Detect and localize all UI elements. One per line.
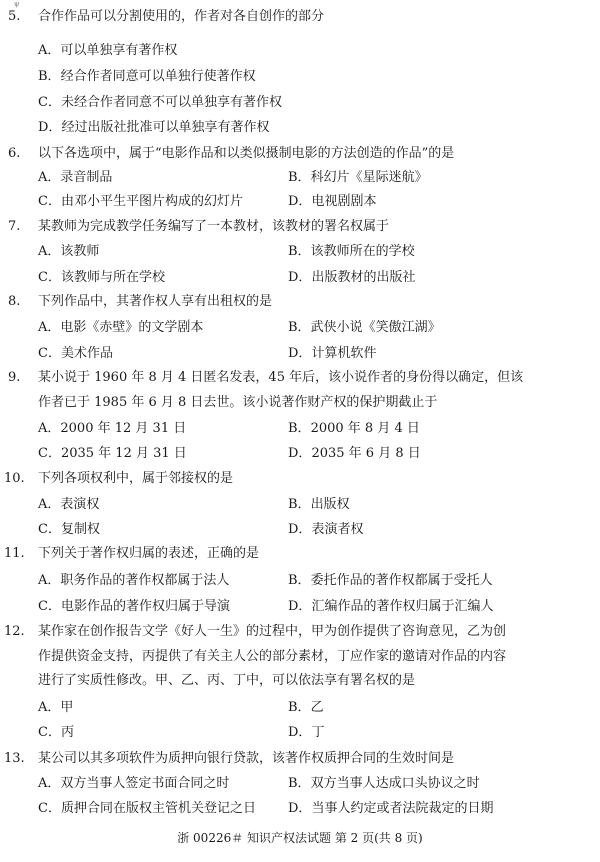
answer-option: [38, 497, 99, 513]
answer-option: [38, 522, 100, 538]
question-stem: 某教师为完成教学任务编写了一本教材，该教材的署名权属于: [38, 219, 390, 234]
option-text: 表演者权: [311, 522, 364, 537]
option-label: D．: [288, 801, 312, 816]
option-text: 美术作品: [60, 346, 113, 361]
answer-option: [288, 270, 415, 286]
option-label: A．: [38, 43, 61, 58]
option-text: 武侠小说《笑傲江湖》: [310, 320, 441, 335]
option-label: C．: [38, 446, 61, 461]
option-label: C．: [38, 346, 61, 361]
option-text: 丁: [311, 725, 325, 740]
option-text: 经过出版社批准可以单独享有著作权: [61, 120, 270, 135]
option-label: C．: [38, 194, 61, 209]
answer-option: [288, 725, 324, 741]
answer-option: [38, 346, 113, 362]
option-label: B．: [288, 320, 311, 335]
option-text: 科幻片《星际迷航》: [310, 170, 428, 185]
option-text: 该教师: [60, 244, 100, 259]
option-text: 录音制品: [60, 170, 113, 185]
question-stem: 某公司以其多项软件为质押向银行贷款，该著作权质押合同的生效时间是: [38, 751, 455, 766]
answer-option: [38, 700, 73, 716]
option-text: 质押合同在版权主管机关登记之日: [60, 801, 256, 816]
answer-option: [38, 725, 74, 741]
option-label: B．: [288, 497, 311, 512]
question-stem: 某小说于 1960 年 8 月 4 日匿名发表，45 年后，该小说作者的身份得以确定，但该: [38, 370, 524, 385]
answer-option: [38, 573, 229, 589]
option-label: D．: [288, 725, 312, 740]
answer-option: [38, 270, 165, 286]
answer-option: [38, 320, 203, 336]
option-text: 双方当事人签定书面合同之时: [60, 776, 230, 791]
answer-option: [288, 170, 428, 186]
question-stem: 进行了实质性修改。甲、乙、丙、丁中，可以依法享有署名权的是: [38, 673, 416, 688]
question-stem: 下列各项权利中，属于邻接权的是: [38, 471, 234, 486]
answer-option: [38, 170, 112, 186]
question-stem: 某作家在创作报告文学《好人一生》的过程中，甲为创作提供了咨询意见，乙为创: [38, 624, 507, 639]
question-stem: 下列作品中，其著作权人享有出租权的是: [38, 294, 273, 309]
answer-option: [38, 801, 256, 817]
option-text: 可以单独享有著作权: [60, 43, 178, 58]
answer-option: [288, 446, 421, 462]
option-text: 出版教材的出版社: [311, 270, 416, 285]
question-stem: 作者已于 1985 年 6 月 8 日去世。该小说著作财产权的保护期截止于: [38, 395, 438, 410]
option-label: A．: [38, 776, 61, 791]
option-label: B．: [288, 244, 311, 259]
option-text: 该教师与所在学校: [60, 270, 165, 285]
answer-option: [288, 421, 420, 437]
option-text: 未经合作者同意不可以单独享有著作权: [60, 95, 282, 110]
option-label: B．: [288, 776, 311, 791]
option-label: B．: [38, 69, 61, 84]
answer-option: [288, 801, 493, 817]
answer-option: [288, 573, 493, 589]
option-text: 计算机软件: [311, 346, 377, 361]
option-label: A．: [38, 421, 61, 436]
answer-option: [38, 69, 256, 85]
answer-option: [38, 43, 177, 59]
question-number: 12.: [4, 624, 25, 639]
option-text: 乙: [310, 700, 324, 715]
option-text: 职务作品的著作权都属于法人: [60, 573, 230, 588]
option-text: 经合作者同意可以单独行使著作权: [60, 69, 256, 84]
question-stem: 以下各选项中，属于“电影作品和以类似摄制电影的方法创造的作品”的是: [38, 146, 455, 161]
answer-option: [288, 599, 493, 615]
option-text: 该教师所在的学校: [310, 244, 415, 259]
option-label: A．: [38, 700, 61, 715]
option-label: C．: [38, 270, 61, 285]
option-label: D．: [288, 194, 312, 209]
option-text: 2000 年 12 月 31 日: [60, 421, 187, 436]
option-label: D．: [288, 446, 312, 461]
option-label: D．: [288, 599, 312, 614]
question-number: 10.: [4, 471, 25, 486]
option-label: C．: [38, 522, 61, 537]
option-text: 双方当事人达成口头协议之时: [310, 776, 480, 791]
option-label: B．: [288, 700, 311, 715]
option-text: 电影作品的著作权归属于导演: [60, 599, 230, 614]
option-label: C．: [38, 95, 61, 110]
answer-option: [288, 346, 376, 362]
option-text: 复制权: [60, 522, 100, 537]
option-label: D．: [38, 120, 62, 135]
question-stem: 作提供资金支持，丙提供了有关主人公的部分素材，丁应作家的邀请对作品的内容: [38, 649, 507, 664]
answer-option: [288, 700, 324, 716]
question-number: 13.: [4, 751, 25, 766]
question-number: 5.: [8, 9, 21, 24]
option-label: B．: [288, 573, 311, 588]
option-label: D．: [288, 522, 312, 537]
corner-mark: ψ: [14, 0, 20, 8]
option-label: B．: [288, 170, 311, 185]
answer-option: [288, 497, 350, 513]
answer-option: [288, 776, 480, 792]
answer-option: [288, 244, 415, 260]
option-text: 2035 年 6 月 8 日: [311, 446, 421, 461]
answer-option: [38, 599, 230, 615]
option-label: D．: [288, 270, 312, 285]
answer-option: [38, 421, 186, 437]
answer-option: [38, 194, 243, 210]
option-label: A．: [38, 244, 61, 259]
question-number: 9.: [8, 370, 21, 385]
answer-option: [288, 522, 363, 538]
answer-option: [288, 194, 376, 210]
option-label: A．: [38, 170, 61, 185]
option-text: 由邓小平生平图片构成的幻灯片: [60, 194, 243, 209]
option-label: A．: [38, 573, 61, 588]
option-text: 2035 年 12 月 31 日: [60, 446, 187, 461]
option-text: 电影《赤壁》的文学剧本: [60, 320, 204, 335]
option-text: 甲: [60, 700, 74, 715]
option-text: 表演权: [60, 497, 100, 512]
question-stem: 合作作品可以分割使用的，作者对各自创作的部分: [38, 9, 325, 24]
option-text: 2000 年 8 月 4 日: [310, 421, 420, 436]
option-label: B．: [288, 421, 311, 436]
answer-option: [288, 320, 441, 336]
answer-option: [38, 95, 282, 111]
option-label: D．: [288, 346, 312, 361]
question-number: 7.: [8, 219, 21, 234]
question-number: 8.: [8, 294, 21, 309]
answer-option: [38, 244, 99, 260]
question-number: 6.: [8, 146, 21, 161]
option-label: C．: [38, 725, 61, 740]
option-text: 丙: [60, 725, 74, 740]
option-label: A．: [38, 497, 61, 512]
option-text: 汇编作品的著作权归属于汇编人: [311, 599, 494, 614]
option-text: 电视剧剧本: [311, 194, 377, 209]
question-stem: 下列关于著作权归属的表述，正确的是: [38, 546, 260, 561]
question-number: 11.: [4, 546, 25, 561]
page-footer: 浙 00226＃ 知识产权法试题 第 2 页(共 8 页): [177, 831, 423, 845]
option-text: 出版权: [310, 497, 350, 512]
answer-option: [38, 446, 187, 462]
option-label: C．: [38, 599, 61, 614]
answer-option: [38, 776, 229, 792]
option-text: 当事人约定或者法院裁定的日期: [311, 801, 494, 816]
answer-option: [38, 120, 269, 136]
option-label: C．: [38, 801, 61, 816]
option-text: 委托作品的著作权都属于受托人: [310, 573, 493, 588]
option-label: A．: [38, 320, 61, 335]
